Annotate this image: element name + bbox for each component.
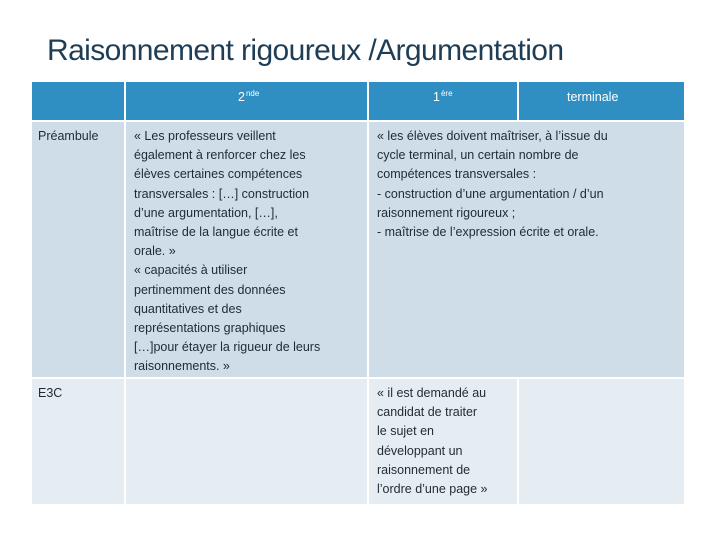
row-preambule-cycle-terminal-cell <box>369 122 684 377</box>
row-e3c-seconde-cell <box>126 379 367 504</box>
row-e3c-premiere-cell <box>369 379 517 504</box>
text-line: transversales : […] construction <box>134 186 310 201</box>
e3c-premiere-text <box>377 384 488 499</box>
text-line: candidat de traiter <box>377 405 478 420</box>
header-seconde-suffix: nde <box>245 88 260 98</box>
header-cell-empty <box>32 82 124 120</box>
text-line: également à renforcer chez les <box>134 148 306 163</box>
text-line: maîtrise de la langue écrite et <box>134 225 298 240</box>
row-e3c-terminale-cell <box>519 379 684 504</box>
text-line: compétences transversales : <box>377 167 537 182</box>
header-premiere-number: 1 <box>433 90 440 104</box>
text-line: pertinemment des données <box>134 282 286 297</box>
row-preambule-label-cell <box>32 122 124 377</box>
text-line: cycle terminal, un certain nombre de <box>377 148 579 163</box>
slide-title: Raisonnement rigoureux /Argumentation <box>47 34 564 67</box>
text-line: - construction d’une argumentation / d’un <box>377 186 604 201</box>
comparison-table <box>32 82 684 504</box>
text-line: quantitatives et des <box>134 301 242 316</box>
row-preambule-seconde-cell <box>126 122 367 377</box>
text-line: raisonnement de <box>377 462 471 477</box>
row-e3c-label: E3C <box>38 386 63 400</box>
header-terminale-label: terminale <box>567 90 619 104</box>
preambule-seconde-text <box>134 127 320 377</box>
text-line: élèves certaines compétences <box>134 167 303 182</box>
text-line: raisonnements. » <box>134 359 230 374</box>
row-e3c-label-cell <box>32 379 124 504</box>
text-line: « Les professeurs veillent <box>134 129 276 143</box>
text-line: d’une argumentation, […], <box>134 205 278 220</box>
header-cell-seconde <box>126 82 367 120</box>
text-line: raisonnement rigoureux ; <box>377 205 516 220</box>
text-line: […]pour étayer la rigueur de leurs <box>134 340 321 355</box>
header-premiere-suffix: ère <box>440 88 453 98</box>
header-cell-premiere <box>369 82 517 120</box>
text-line: développant un <box>377 443 463 458</box>
header-cell-terminale <box>519 82 684 120</box>
text-line: l’ordre d’une page » <box>377 482 488 497</box>
text-line: « il est demandé au <box>377 386 487 400</box>
text-line: « capacités à utiliser <box>134 263 248 278</box>
header-seconde-number: 2 <box>238 90 245 104</box>
text-line: « les élèves doivent maîtriser, à l’issue du <box>377 129 608 143</box>
text-line: représentations graphiques <box>134 321 286 336</box>
text-line: orale. » <box>134 244 176 259</box>
preambule-cycle-terminal-text <box>377 127 608 242</box>
text-line: le sujet en <box>377 424 434 439</box>
text-line: - maîtrise de l’expression écrite et orale. <box>377 225 599 240</box>
row-preambule-label: Préambule <box>38 129 99 143</box>
